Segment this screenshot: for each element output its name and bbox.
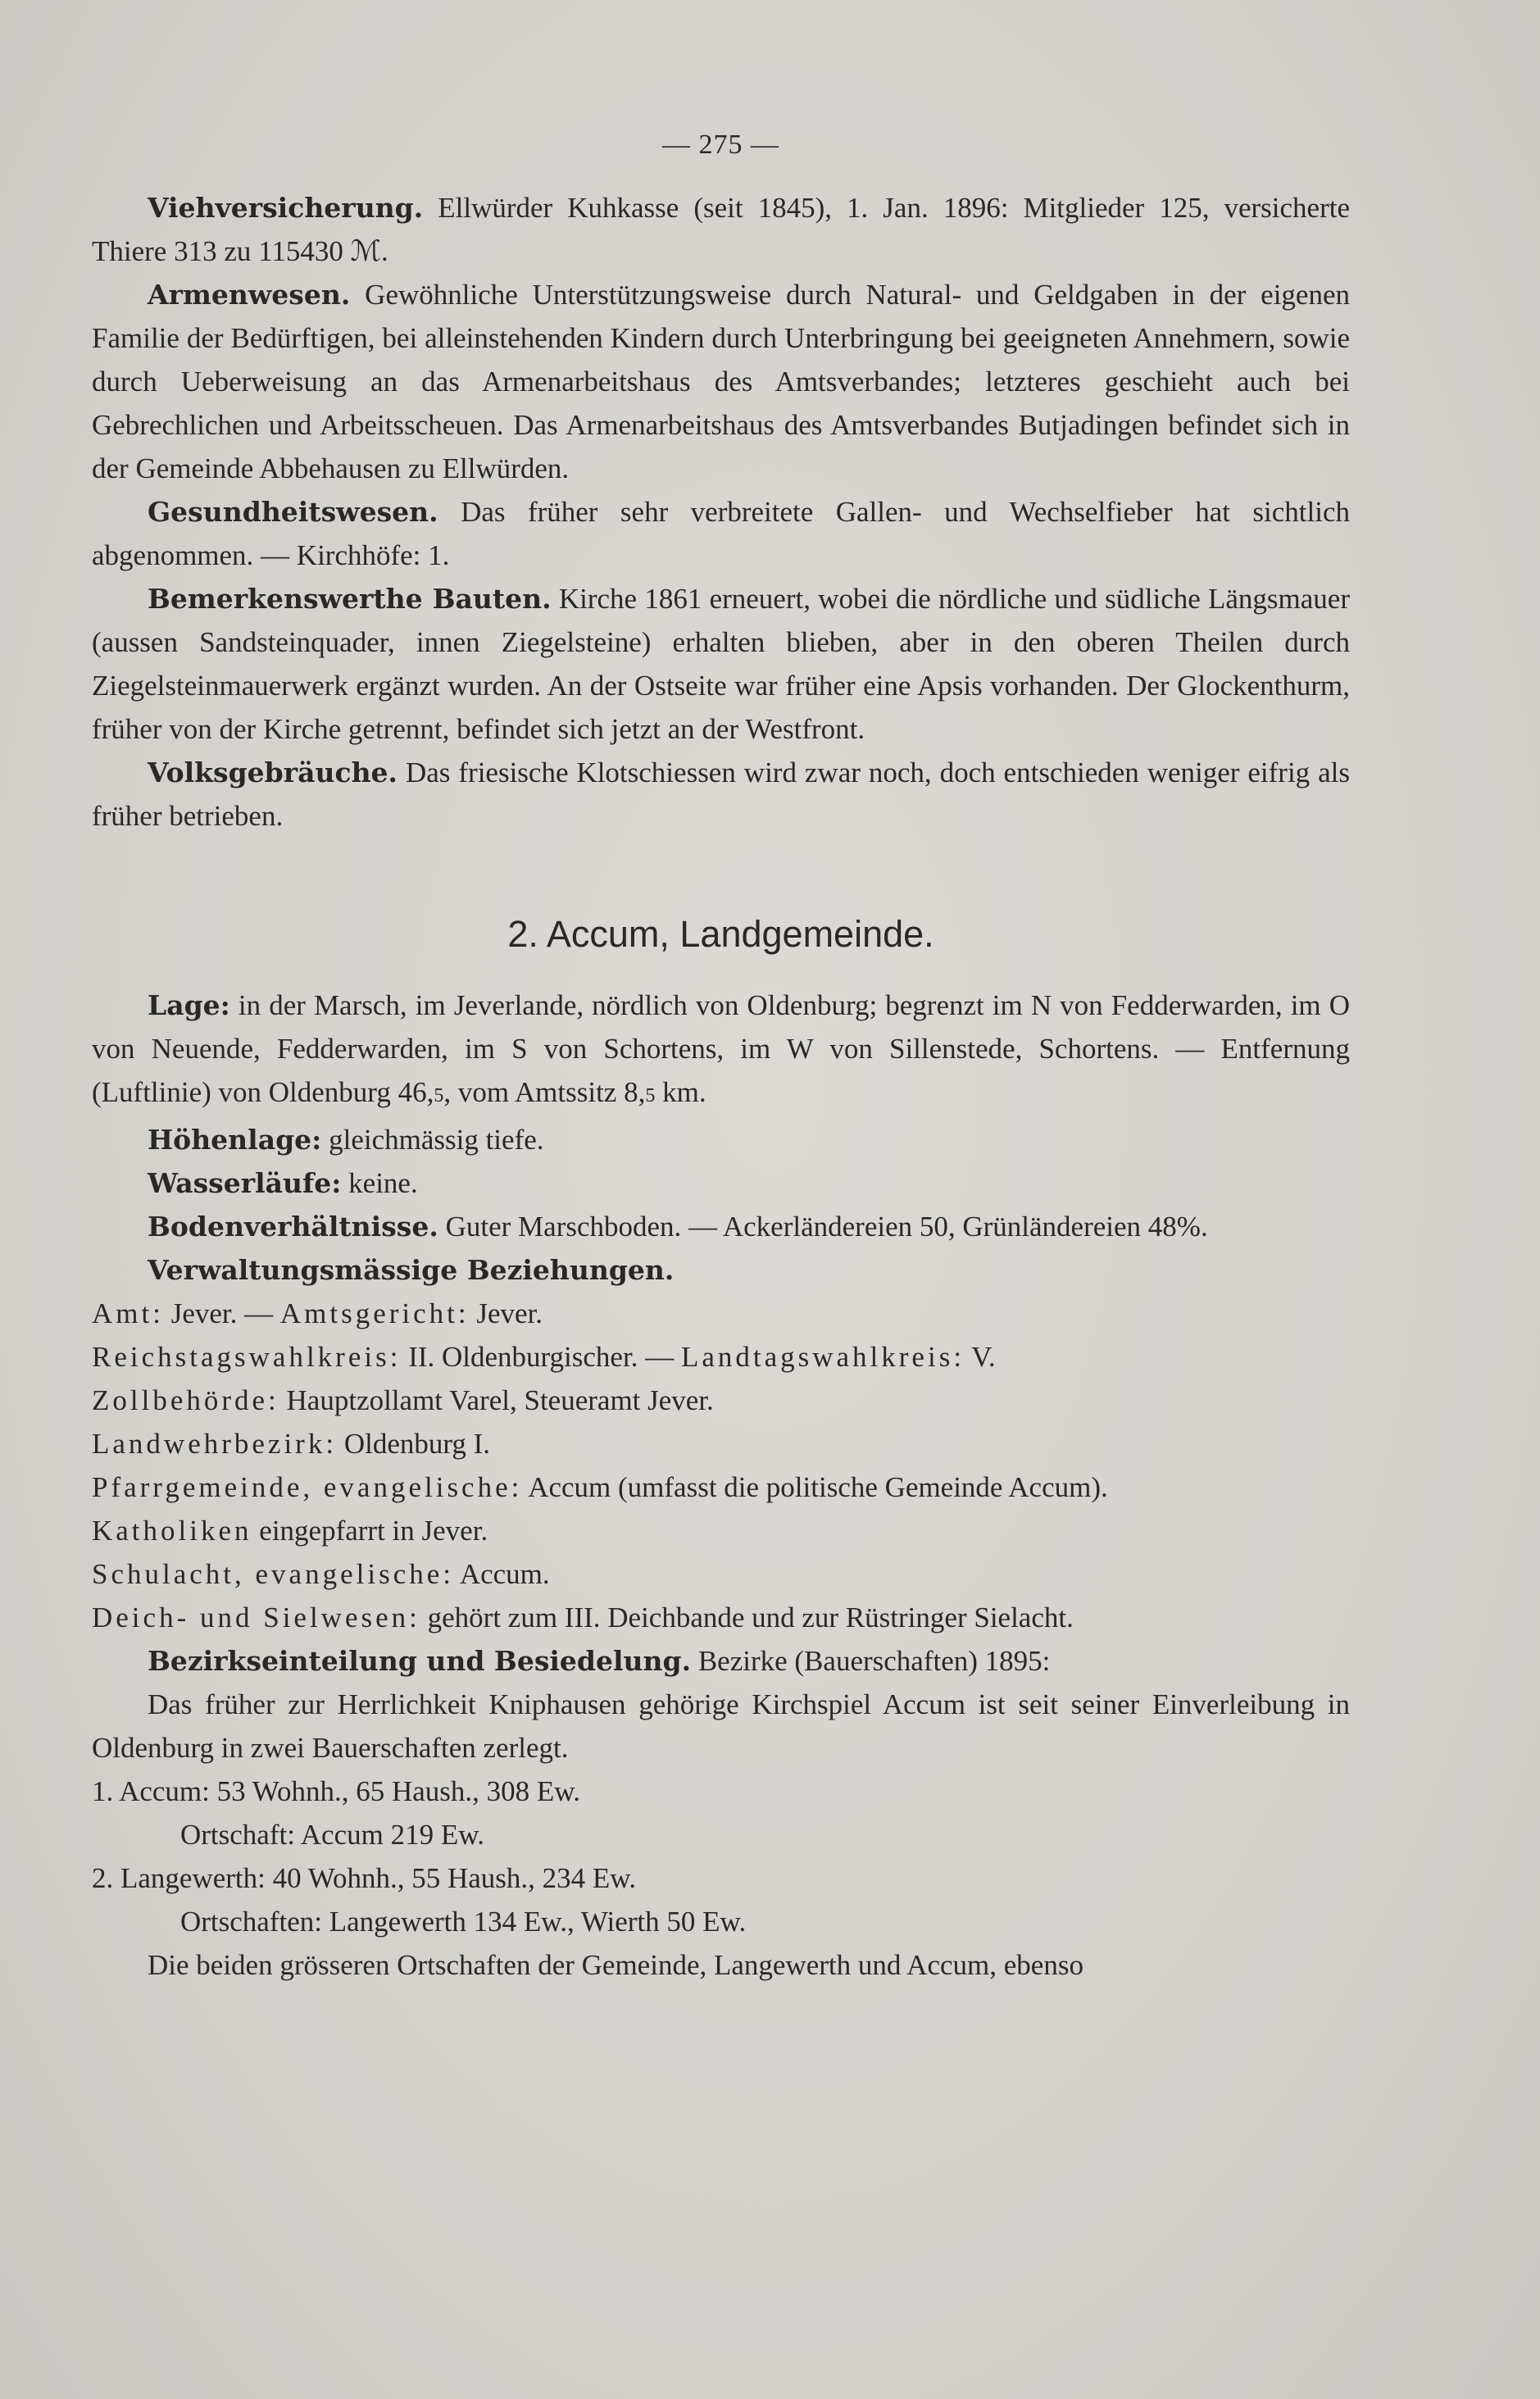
paragraph-text: Das friesische Klotschiessen wird zwar noch, doch entschieden weniger eifrig als früher betrieben. [92, 757, 1351, 832]
paragraph-text: Bezirke (Bauerschaften) 1895: [697, 1645, 1051, 1677]
admin-value: II. Oldenburgischer. — [408, 1341, 675, 1373]
admin-line [92, 1292, 1350, 1335]
paragraph-bezirk-intro: Das früher zur Herrlichkeit Kniphausen gehörige Kirchspiel Accum ist seit seiner Einverleibung in Oldenburg in zwei Bauerschaften zerlegt. [92, 1688, 1350, 1764]
paragraph-heading: Bemerkenswerthe Bauten. [148, 583, 552, 615]
paragraph-text: in der Marsch, im Jeverlande, nördlich von Oldenburg; begrenzt im N von Fedderwarden, im O von Neuende, Fedderwarden, im S von Schortens, im W von Sillenstede, Schortens. — Entfernung (Luftlinie) von Oldenburg 46, [92, 989, 1350, 1108]
admin-value: Oldenburg I. [343, 1428, 491, 1460]
section-title: 2. Accum, Landgemeinde. [507, 913, 934, 955]
admin-value: Accum (umfasst die politische Gemeinde Accum). [528, 1471, 1108, 1503]
paragraph-armenwesen [92, 273, 1350, 490]
paragraph-closing: Die beiden grösseren Ortschaften der Gemeinde, Langewerth und Accum, ebenso [148, 1949, 1083, 1981]
paragraph-text: gleichmässig tiefe. [329, 1124, 544, 1156]
admin-value: Hauptzollamt Varel, Steueramt Jever. [286, 1384, 714, 1416]
paragraph-lage [92, 984, 1350, 1118]
admin-label: Amtsgericht: [279, 1297, 470, 1329]
admin-line [92, 1422, 1350, 1465]
paragraph-heading: Gesundheitswesen. [148, 496, 438, 528]
bezirk-line: 2. Langewerth: 40 Wohnh., 55 Haush., 234 Ew. [92, 1862, 637, 1894]
paragraph-text: Das früher sehr verbreitete Gallen- und Wechselfieber hat sichtlich abgenommen. — Kirchhöfe: 1. [92, 496, 1350, 571]
admin-line [92, 1335, 1350, 1379]
decimal-digit: 5 [645, 1085, 656, 1106]
paragraph-wasserlaeufe [92, 1161, 1350, 1205]
paragraph-text: km. [655, 1076, 706, 1108]
admin-label: Zollbehörde: [92, 1384, 279, 1416]
admin-label: Reichstagswahlkreis: [92, 1341, 402, 1373]
admin-label: Schulacht, evangelische: [92, 1558, 454, 1590]
admin-label: Deich- und Sielwesen: [92, 1602, 420, 1633]
admin-value: Accum. [459, 1558, 550, 1590]
paragraph-heading: Viehversicherung. [148, 192, 424, 224]
paragraph-boden [92, 1205, 1350, 1248]
bezirk-line: 1. Accum: 53 Wohnh., 65 Haush., 308 Ew. [92, 1775, 581, 1807]
admin-line [92, 1552, 1350, 1596]
paragraph-heading: Höhenlage: [148, 1124, 322, 1156]
paragraph-text: Gewöhnliche Unterstützungsweise durch Natural- und Geldgaben in der eigenen Familie der Bedürftigen, bei alleinstehenden Kindern durch Unterbringung bei geeigneten Annehmern, sowie durch Ueberweisung an das Armenarbeitshaus des Amtsverbandes; letzteres geschieht auch bei Gebrechlichen und Arbeitsscheuen. Das Armenarbeitshaus des Amtsverbandes Butjadingen befindet sich in der Gemeinde Abbehausen zu Ellwürden. [92, 279, 1350, 484]
paragraph-text: Ellwürder Kuhkasse (seit 1845), 1. Jan. 1896: Mitglieder 125, versicherte Thiere 313 zu 115430 ℳ. [92, 192, 1350, 267]
page-text-block [92, 123, 1350, 1987]
paragraph-volksgebraeuche [92, 751, 1350, 838]
admin-label: Pfarrgemeinde, evangelische: [92, 1471, 523, 1503]
paragraph-bezirk [92, 1639, 1350, 1683]
paragraph-gesundheitswesen [92, 490, 1350, 577]
paragraph-text: Guter Marschboden. — Ackerländereien 50, Grünländereien 48%. [445, 1211, 1208, 1243]
bezirk-line: Ortschaft: Accum 219 Ew. [180, 1819, 484, 1851]
admin-label: Landwehrbezirk: [92, 1428, 338, 1460]
paragraph-heading: Wasserläufe: [148, 1167, 342, 1199]
admin-label: Katholiken [92, 1515, 252, 1547]
admin-value: Jever. [476, 1297, 543, 1329]
paragraph-heading: Lage: [148, 989, 230, 1021]
paragraph-text: , vom Amtssitz 8, [443, 1076, 646, 1108]
paragraph-heading: Verwaltungsmässige Beziehungen. [148, 1254, 675, 1286]
bezirk-line: Ortschaften: Langewerth 134 Ew., Wierth 50 Ew. [180, 1906, 747, 1938]
admin-value: gehört zum III. Deichbande und zur Rüstringer Sielacht. [427, 1602, 1074, 1633]
paragraph-text: Kirche 1861 erneuert, wobei die nördliche und südliche Längsmauer (aussen Sandsteinquader, innen Ziegelsteine) erhalten blieben, aber in den oberen Theilen durch Ziegelsteinmauerwerk ergänzt wurden. An der Ostseite war früher eine Apsis vorhanden. Der Glockenthurm, früher von der Kirche getrennt, befindet sich jetzt an der Westfront. [92, 583, 1350, 745]
paragraph-heading: Bezirkseinteilung und Besiedelung. [148, 1645, 692, 1677]
admin-value: eingepfarrt in Jever. [259, 1515, 488, 1547]
admin-label: Amt: [92, 1297, 164, 1329]
paragraph-heading: Volksgebräuche. [148, 757, 398, 788]
paragraph-verwaltung [92, 1248, 1350, 1292]
decimal-digit: 5 [434, 1085, 444, 1106]
admin-line [92, 1465, 1350, 1509]
paragraph-heading: Bodenverhältnisse. [148, 1211, 438, 1243]
admin-value: V. [971, 1341, 996, 1373]
admin-value: Jever. — [170, 1297, 274, 1329]
admin-line [92, 1596, 1350, 1639]
admin-label: Landtagswahlkreis: [680, 1341, 965, 1373]
paragraph-heading: Armenwesen. [148, 279, 351, 311]
paragraph-viehversicherung [92, 186, 1350, 273]
page-number: — 275 — [662, 129, 779, 160]
admin-line [92, 1509, 1350, 1552]
paragraph-hoehenlage [92, 1118, 1350, 1161]
admin-line [92, 1379, 1350, 1422]
paragraph-text: keine. [348, 1167, 418, 1199]
paragraph-bauten [92, 577, 1350, 751]
